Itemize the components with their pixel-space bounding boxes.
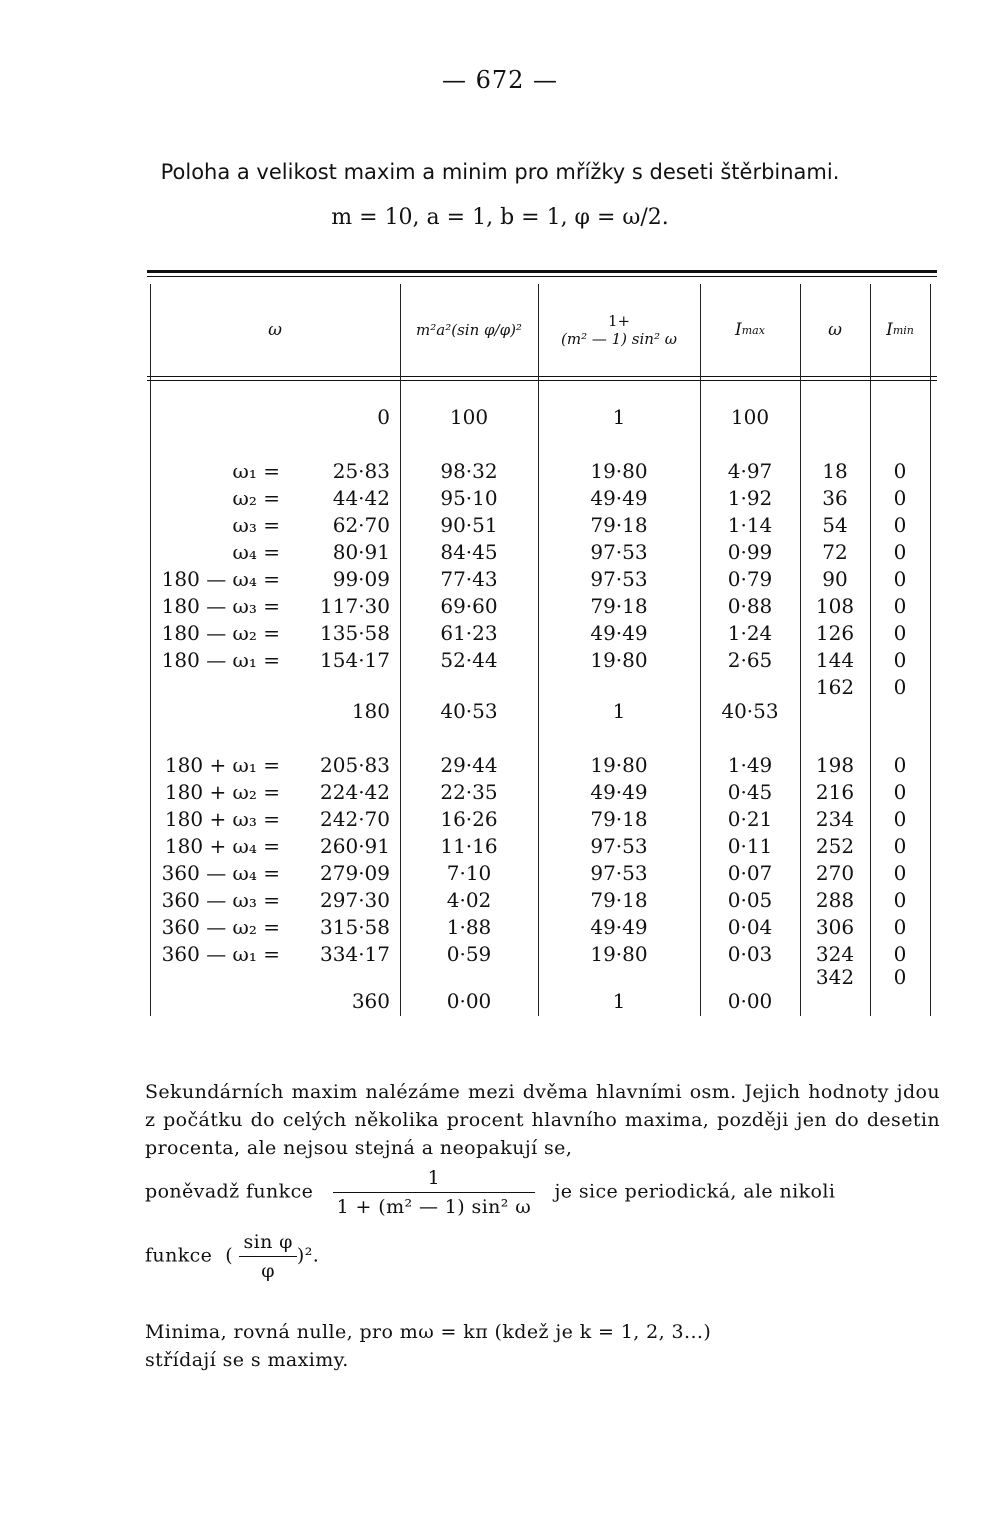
imax-value: 1·14 xyxy=(727,513,773,537)
row-label: ω₁ = xyxy=(232,459,280,483)
imax-value: 0·11 xyxy=(727,834,773,858)
imax-value: 0·04 xyxy=(727,915,773,939)
denominator-value: 1 xyxy=(612,699,626,723)
imin-value: 0 xyxy=(893,513,907,537)
omega-min-value: 288 xyxy=(815,888,855,912)
imax-value: 0·99 xyxy=(727,540,773,564)
omega-value: 315·58 xyxy=(320,915,390,939)
omega-min-value: 108 xyxy=(815,594,855,618)
denominator-value: 79·18 xyxy=(590,594,648,618)
imin-value: 0 xyxy=(893,675,907,699)
imin-value: 0 xyxy=(893,567,907,591)
header-omega-min: ω xyxy=(828,320,842,340)
table-title: Poloha a velikost maxim a minim pro mřížky s deseti štěrbinami. xyxy=(160,160,840,184)
imax-value: 2·65 xyxy=(727,648,773,672)
omega-min-value: 342 xyxy=(815,965,855,989)
intensity-factor-value: 29·44 xyxy=(440,753,498,777)
omega-value: 205·83 xyxy=(320,753,390,777)
column-divider xyxy=(150,284,151,1016)
page-number: — 672 — xyxy=(441,66,559,94)
intensity-factor-value: 52·44 xyxy=(440,648,498,672)
table-top-rule xyxy=(147,270,937,273)
intensity-factor-value: 69·60 xyxy=(440,594,498,618)
imin-value: 0 xyxy=(893,459,907,483)
row-label: 360 — ω₄ = xyxy=(161,861,280,885)
omega-value: 44·42 xyxy=(332,486,390,510)
denominator-value: 1 xyxy=(612,989,626,1013)
row-label: 180 — ω₁ = xyxy=(161,648,280,672)
intensity-factor-value: 11·16 xyxy=(440,834,498,858)
imax-value: 1·49 xyxy=(727,753,773,777)
omega-value: 224·42 xyxy=(320,780,390,804)
denominator-value: 49·49 xyxy=(590,486,648,510)
imax-value: 0·79 xyxy=(727,567,773,591)
omega-min-value: 18 xyxy=(822,459,848,483)
omega-value: 62·70 xyxy=(332,513,390,537)
denominator-value: 97·53 xyxy=(590,540,648,564)
omega-min-value: 90 xyxy=(822,567,848,591)
omega-min-value: 144 xyxy=(815,648,855,672)
omega-min-value: 126 xyxy=(815,621,855,645)
intensity-factor-value: 40·53 xyxy=(440,699,498,723)
header-bottom-rule-2 xyxy=(147,380,937,381)
denominator-value: 97·53 xyxy=(590,861,648,885)
intensity-factor-value: 0·59 xyxy=(446,942,492,966)
omega-value: 260·91 xyxy=(320,834,390,858)
omega-value: 242·70 xyxy=(320,807,390,831)
header-imax: I max xyxy=(735,320,765,340)
header-bottom-rule xyxy=(147,376,937,377)
omega-value: 360 xyxy=(351,989,390,1013)
omega-min-value: 270 xyxy=(815,861,855,885)
table-top-rule-thin xyxy=(147,276,937,277)
denominator-value: 79·18 xyxy=(590,513,648,537)
header-imin: I min xyxy=(886,320,914,340)
row-label: 180 + ω₄ = xyxy=(164,834,280,858)
denominator-value: 79·18 xyxy=(590,888,648,912)
omega-value: 80·91 xyxy=(332,540,390,564)
imin-value: 0 xyxy=(893,594,907,618)
intensity-factor-value: 98·32 xyxy=(440,459,498,483)
imax-value: 1·24 xyxy=(727,621,773,645)
omega-value: 25·83 xyxy=(332,459,390,483)
parameters-line: m = 10, a = 1, b = 1, φ = ω/2. xyxy=(331,205,669,230)
imin-value: 0 xyxy=(893,915,907,939)
paragraph-function-line: poněvadž funkce $\frac{1}{\text{1 + (m² — 1) sin² ω}}$ je sice periodická, ale nikoli xyxy=(145,1164,940,1221)
header-omega: ω xyxy=(268,320,282,340)
intensity-factor-value: 4·02 xyxy=(446,888,492,912)
imax-value: 0·07 xyxy=(727,861,773,885)
header-intensity-factor: m²a²(sin φ/φ)² xyxy=(416,321,522,339)
imin-value: 0 xyxy=(893,807,907,831)
omega-value: 154·17 xyxy=(320,648,390,672)
imax-value: 4·97 xyxy=(727,459,773,483)
paragraph-minima: Minima, rovná nulle, pro mω = kπ (kdež je k = 1, 2, 3...) střídají se s maximy. xyxy=(145,1321,712,1371)
row-label: 360 — ω₃ = xyxy=(161,888,280,912)
intensity-factor-value: 0·00 xyxy=(446,989,492,1013)
row-label: 180 — ω₂ = xyxy=(161,621,280,645)
imin-value: 0 xyxy=(893,888,907,912)
row-label: ω₄ = xyxy=(232,540,280,564)
imax-value: 0·05 xyxy=(727,888,773,912)
imin-value: 0 xyxy=(893,942,907,966)
denominator-value: 1 xyxy=(612,405,626,429)
intensity-factor-value: 84·45 xyxy=(440,540,498,564)
denominator-value: 19·80 xyxy=(590,942,648,966)
row-label: ω₃ = xyxy=(232,513,280,537)
omega-value: 0 xyxy=(377,405,390,429)
denominator-value: 19·80 xyxy=(590,459,648,483)
imin-value: 0 xyxy=(893,648,907,672)
omega-min-value: 72 xyxy=(822,540,848,564)
fraction: $\frac{1}{\text{1 + (m² — 1) sin² ω}}$ xyxy=(333,1164,536,1221)
imax-value: 0·21 xyxy=(727,807,773,831)
imin-value: 0 xyxy=(893,861,907,885)
intensity-factor-value: 77·43 xyxy=(440,567,498,591)
denominator-value: 19·80 xyxy=(590,648,648,672)
imax-value: 40·53 xyxy=(721,699,779,723)
imin-value: 0 xyxy=(893,834,907,858)
intensity-factor-value: 95·10 xyxy=(440,486,498,510)
denominator-value: 49·49 xyxy=(590,780,648,804)
imax-value: 0·88 xyxy=(727,594,773,618)
row-label: ω₂ = xyxy=(232,486,280,510)
row-label: 180 + ω₂ = xyxy=(164,780,280,804)
intensity-factor-value: 16·26 xyxy=(440,807,498,831)
imin-value: 0 xyxy=(893,753,907,777)
intensity-factor-value: 61·23 xyxy=(440,621,498,645)
omega-min-value: 36 xyxy=(822,486,848,510)
intensity-factor-value: 100 xyxy=(449,405,489,429)
imin-value: 0 xyxy=(893,486,907,510)
intensity-factor-value: 22·35 xyxy=(440,780,498,804)
imax-value: 0·00 xyxy=(727,989,773,1013)
denominator-value: 19·80 xyxy=(590,753,648,777)
denominator-value: 49·49 xyxy=(590,621,648,645)
header-denominator: 1+ (m² — 1) sin² ω xyxy=(561,312,677,348)
row-label: 360 — ω₁ = xyxy=(161,942,280,966)
omega-value: 99·09 xyxy=(332,567,390,591)
paragraph-text: Sekundárních maxim nalézáme mezi dvěma hlavními osm. Jejich hodnoty jdou z počátku do celých několika procent hlavního maxima, později jen do desetin procenta, ale nejsou stejná a neopakují se, xyxy=(145,1081,940,1159)
denominator-value: 97·53 xyxy=(590,834,648,858)
imin-value: 0 xyxy=(893,965,907,989)
omega-min-value: 324 xyxy=(815,942,855,966)
paragraph-function-line-2: funkce ( $\frac{\text{sin φ}}{\varphi}$ )². xyxy=(145,1228,940,1285)
imax-value: 0·03 xyxy=(727,942,773,966)
denominator-value: 97·53 xyxy=(590,567,648,591)
fraction-sin-phi: $\frac{\text{sin φ}}{\varphi}$ xyxy=(239,1228,296,1285)
intensity-factor-value: 1·88 xyxy=(446,915,492,939)
denominator-value: 79·18 xyxy=(590,807,648,831)
imin-value: 0 xyxy=(893,540,907,564)
paragraph-secondary-maxima xyxy=(145,1078,940,1162)
omega-min-value: 306 xyxy=(815,915,855,939)
omega-min-value: 216 xyxy=(815,780,855,804)
row-label: 180 + ω₃ = xyxy=(164,807,280,831)
omega-value: 180 xyxy=(351,699,390,723)
omega-min-value: 54 xyxy=(822,513,848,537)
denominator-value: 49·49 xyxy=(590,915,648,939)
row-label: 180 — ω₄ = xyxy=(161,567,280,591)
row-label: 180 + ω₁ = xyxy=(164,753,280,777)
imax-value: 1·92 xyxy=(727,486,773,510)
omega-value: 279·09 xyxy=(320,861,390,885)
omega-min-value: 198 xyxy=(815,753,855,777)
intensity-factor-value: 90·51 xyxy=(440,513,498,537)
column-divider xyxy=(930,284,931,1016)
imin-value: 0 xyxy=(893,621,907,645)
omega-value: 117·30 xyxy=(320,594,390,618)
omega-value: 334·17 xyxy=(320,942,390,966)
imax-value: 0·45 xyxy=(727,780,773,804)
row-label: 360 — ω₂ = xyxy=(161,915,280,939)
omega-min-value: 162 xyxy=(815,675,855,699)
omega-min-value: 234 xyxy=(815,807,855,831)
imin-value: 0 xyxy=(893,780,907,804)
omega-value: 135·58 xyxy=(320,621,390,645)
row-label: 180 — ω₃ = xyxy=(161,594,280,618)
omega-value: 297·30 xyxy=(320,888,390,912)
omega-min-value: 252 xyxy=(815,834,855,858)
intensity-factor-value: 7·10 xyxy=(446,861,492,885)
imax-value: 100 xyxy=(730,405,770,429)
